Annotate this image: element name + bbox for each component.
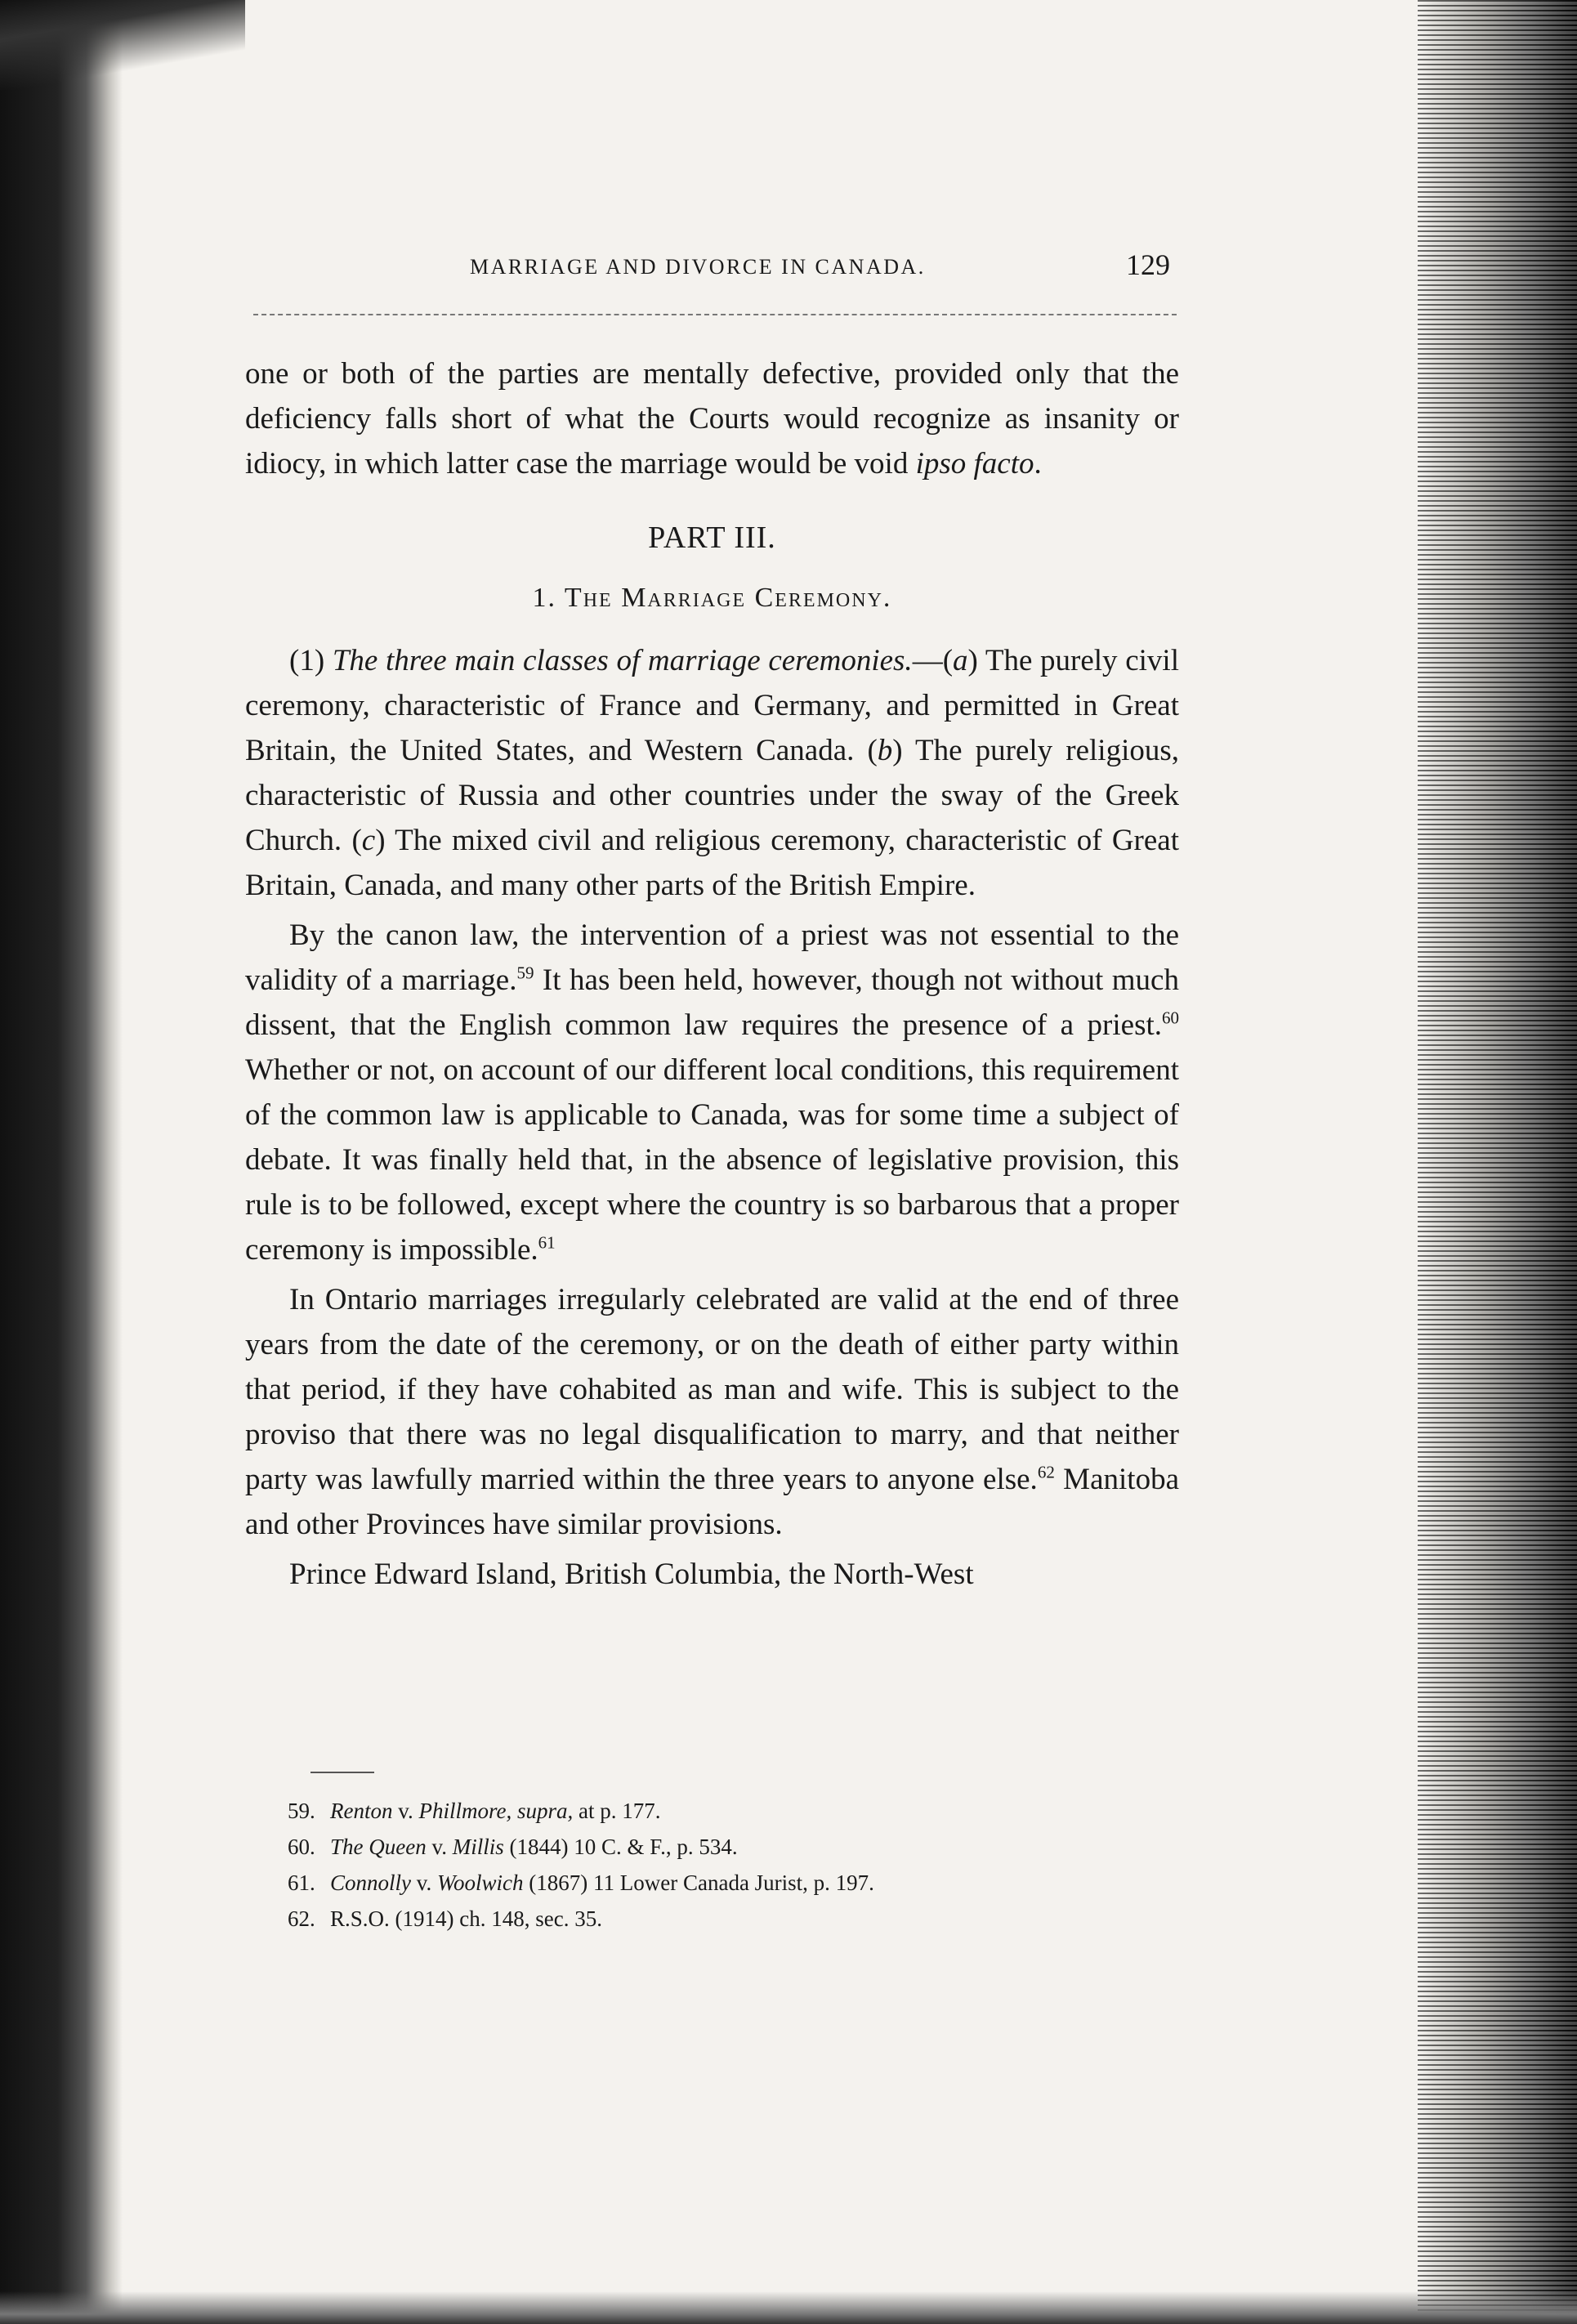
italic-letter: c [361, 824, 376, 857]
paragraph-text: ) The purely civil ceremony, characteristic of France and Germany, and permitted in Great Britain, the United States, and Western Canada. ( [245, 644, 1179, 767]
paragraph-ontario [245, 1277, 1179, 1547]
paragraph-text: one or both of the parties are mentally defective, provided only that the deficiency falls short of what the Courts would recognize as insanity or idiocy, in which latter case the marriage would be void [245, 357, 1179, 480]
page-number: 129 [1126, 248, 1170, 281]
footnote-text: (1867) 11 Lower Canada Jurist, p. 197. [523, 1870, 874, 1895]
case-party: Woolwich [437, 1870, 524, 1895]
footnote-ref: 61 [538, 1232, 556, 1253]
case-party: Connolly [330, 1870, 411, 1895]
case-party: Renton [330, 1799, 393, 1823]
paragraph-text: —( [912, 644, 954, 677]
footnote-text: v. [411, 1870, 437, 1895]
scan-right-edge [1418, 0, 1577, 2324]
paragraph-text: ) The purely religious, characteristic of Russia and other countries under the sway of the Greek Church. ( [245, 734, 1179, 857]
footnote-text: at p. 177. [573, 1799, 661, 1823]
header-rule [253, 314, 1177, 315]
footnote-number: 60. [288, 1835, 315, 1859]
footnote-text: R.S.O. (1914) ch. 148, sec. 35. [330, 1906, 602, 1931]
scan-left-edge-shadow [0, 0, 245, 90]
case-party: Millis [452, 1835, 504, 1859]
page-body [245, 351, 1179, 1597]
footnote-62 [288, 1901, 1170, 1937]
paragraph-continuation [245, 351, 1179, 486]
case-party: The Queen [330, 1835, 427, 1859]
footnotes [288, 1793, 1170, 1937]
footnote-ref: 59 [516, 963, 534, 983]
paragraph-pei: Prince Edward Island, British Columbia, the North-West [289, 1558, 974, 1591]
footnote-text: (1844) 10 C. & F., p. 534. [503, 1835, 738, 1859]
paragraph-text: Manitoba and other Provinces have similar provisions. [245, 1463, 1179, 1541]
footnote-rule [310, 1772, 374, 1773]
paragraph-text: Whether or not, on account of our different local conditions, this requirement of the common law is applicable to Canada, was for some time a subject of debate. It was finally held that, in the absence of legislative provision, this rule is to be followed, except where the country is so barbarous that a proper ceremony is impossible. [245, 1053, 1179, 1267]
paragraph-text: . [1034, 447, 1042, 480]
section-heading: 1. The Marriage Ceremony. [532, 583, 892, 613]
footnote-ref: 60 [1162, 1008, 1179, 1028]
scan-bottom-edge [0, 2291, 1577, 2324]
italic-subheading: The three main classes of marriage ceremonies. [332, 644, 913, 677]
paragraph-text: (1) [289, 644, 333, 677]
paragraph-text: ) The mixed civil and religious ceremony, characteristic of Great Britain, Canada, and many other parts of the British Empire. [245, 824, 1179, 902]
footnote-number: 61. [288, 1870, 315, 1895]
footnote-61 [288, 1865, 1170, 1901]
paragraph-canon-law [245, 913, 1179, 1272]
italic-letter: a [953, 644, 968, 677]
footnote-60 [288, 1829, 1170, 1865]
scan-left-edge [0, 0, 123, 2324]
running-title: MARRIAGE AND DIVORCE IN CANADA. [470, 255, 926, 279]
footnote-ref: 62 [1037, 1462, 1055, 1482]
paragraph-text: By the canon law, the intervention of a priest was not essential to the validity of a marriage. [245, 918, 1179, 997]
case-party: Phillmore, supra, [418, 1799, 574, 1823]
paragraph-text: It has been held, however, though not without much dissent, that the English common law requires the presence of a priest. [245, 963, 1179, 1042]
footnote-number: 62. [288, 1906, 315, 1931]
footnote-text: v. [426, 1835, 453, 1859]
part-heading: PART III. [648, 521, 776, 555]
footnote-number: 59. [288, 1799, 315, 1823]
paragraph-ceremony-classes [245, 638, 1179, 908]
italic-phrase: ipso facto [915, 447, 1034, 480]
italic-letter: b [877, 734, 893, 767]
footnote-text: v. [392, 1799, 419, 1823]
footnote-59 [288, 1793, 1170, 1829]
paragraph-text: In Ontario marriages irregularly celebrated are valid at the end of three years from the date of the ceremony, or on the death of either party within that period, if they have cohabited as man and wife. This is subject to the proviso that there was no legal disqualification to marry, and that neither party was lawfully married within the three years to anyone else. [245, 1283, 1179, 1496]
